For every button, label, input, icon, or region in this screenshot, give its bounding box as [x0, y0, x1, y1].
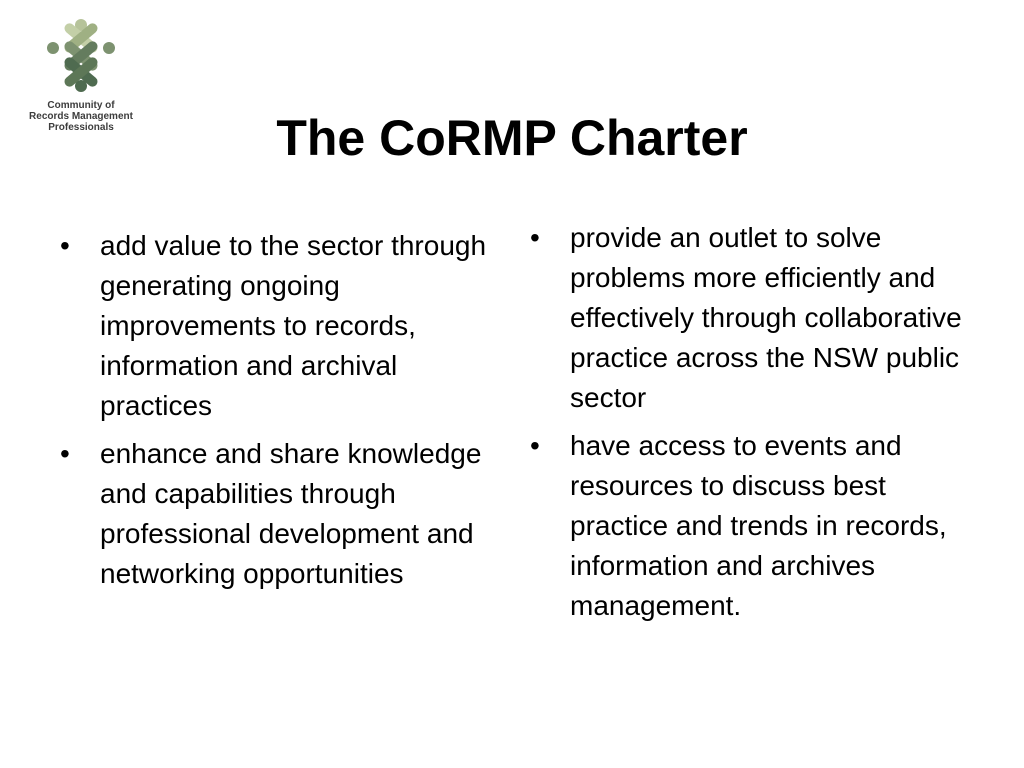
- list-item: [530, 218, 970, 418]
- left-bullet-list: [60, 226, 500, 602]
- logo-line-1: Community of: [47, 100, 115, 111]
- logo-line-2: Records Management: [29, 111, 133, 122]
- slide-title: The CoRMP Charter: [276, 110, 748, 166]
- bullet-icon: •: [530, 222, 540, 253]
- bullet-text: add value to the sector through generating ongoing improvements to records, information and archival practices: [100, 230, 487, 421]
- bullet-icon: •: [530, 430, 540, 461]
- logo-line-3: Professionals: [48, 122, 114, 133]
- bullet-icon: •: [60, 230, 70, 261]
- cormp-emblem-icon: [44, 18, 118, 94]
- list-item: [60, 434, 500, 594]
- bullet-text: enhance and share knowledge and capabilities through professional development and networking opportunities: [100, 438, 482, 589]
- bullet-icon: •: [60, 438, 70, 469]
- list-item: [60, 226, 500, 426]
- right-bullet-list: [530, 218, 970, 634]
- list-item: [530, 426, 970, 626]
- bullet-text: provide an outlet to solve problems more efficiently and effectively through collaborative practice across the NSW public sector: [570, 222, 962, 413]
- bullet-text: have access to events and resources to discuss best practice and trends in records, information and archives management.: [570, 430, 947, 621]
